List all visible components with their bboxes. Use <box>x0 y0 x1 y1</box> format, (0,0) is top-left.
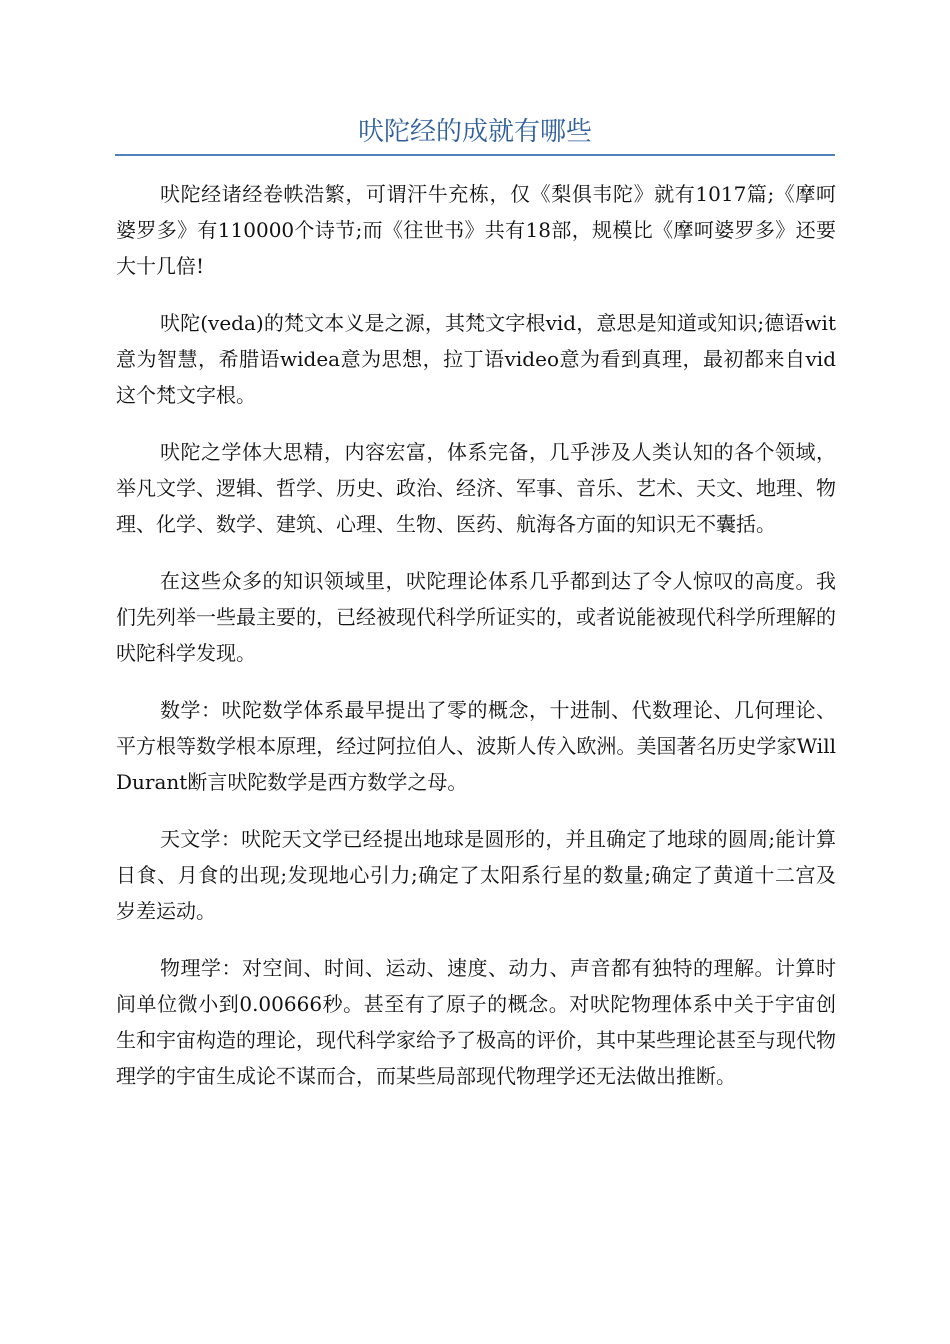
paragraph-physics: 物理学：对空间、时间、运动、速度、动力、声音都有独特的理解。计算时间单位微小到0.00666秒。甚至有了原子的概念。对吠陀物理体系中关于宇宙创生和宇宙构造的理论，现代科学家给予了极高的评价，其中某些理论甚至与现代物理学的宇宙生成论不谋而合，而某些局部现代物理学还无法做出推断。 <box>116 956 836 1088</box>
title-underline <box>115 154 835 156</box>
document-title: 吠陀经的成就有哪些 <box>357 117 592 147</box>
paragraph-mathematics: 数学：吠陀数学体系最早提出了零的概念，十进制、代数理论、几何理论、平方根等数学根本原理，经过阿拉伯人、波斯人传入欧洲。美国著名历史学家WillDurant断言吠陀数学是西方数学之母。 <box>116 698 836 794</box>
document-body <box>116 176 836 1115</box>
paragraph-veda-meaning: 吠陀(veda)的梵文本义是之源，其梵文字根vid，意思是知道或知识;德语wit意为智慧，希腊语widea意为思想，拉丁语video意为看到真理，最初都来自vid这个梵文字根。 <box>116 311 836 407</box>
paragraph-astronomy: 天文学：吠陀天文学已经提出地球是圆形的，并且确定了地球的圆周;能计算日食、月食的出现;发现地心引力;确定了太阳系行星的数量;确定了黄道十二宫及岁差运动。 <box>116 827 836 923</box>
paragraph-veda-volume: 吠陀经诸经卷帙浩繁，可谓汗牛充栋，仅《梨俱韦陀》就有1017篇;《摩呵婆罗多》有110000个诗节;而《往世书》共有18部，规模比《摩呵婆罗多》还要大十几倍! <box>116 182 836 278</box>
paragraph-veda-achievements: 在这些众多的知识领域里，吠陀理论体系几乎都到达了令人惊叹的高度。我们先列举一些最主要的，已经被现代科学所证实的，或者说能被现代科学所理解的吠陀科学发现。 <box>116 569 836 665</box>
paragraph-veda-scope: 吠陀之学体大思精，内容宏富，体系完备，几乎涉及人类认知的各个领域，举凡文学、逻辑、哲学、历史、政治、经济、军事、音乐、艺术、天文、地理、物理、化学、数学、建筑、心理、生物、医药、航海各方面的知识无不囊括。 <box>116 440 836 536</box>
